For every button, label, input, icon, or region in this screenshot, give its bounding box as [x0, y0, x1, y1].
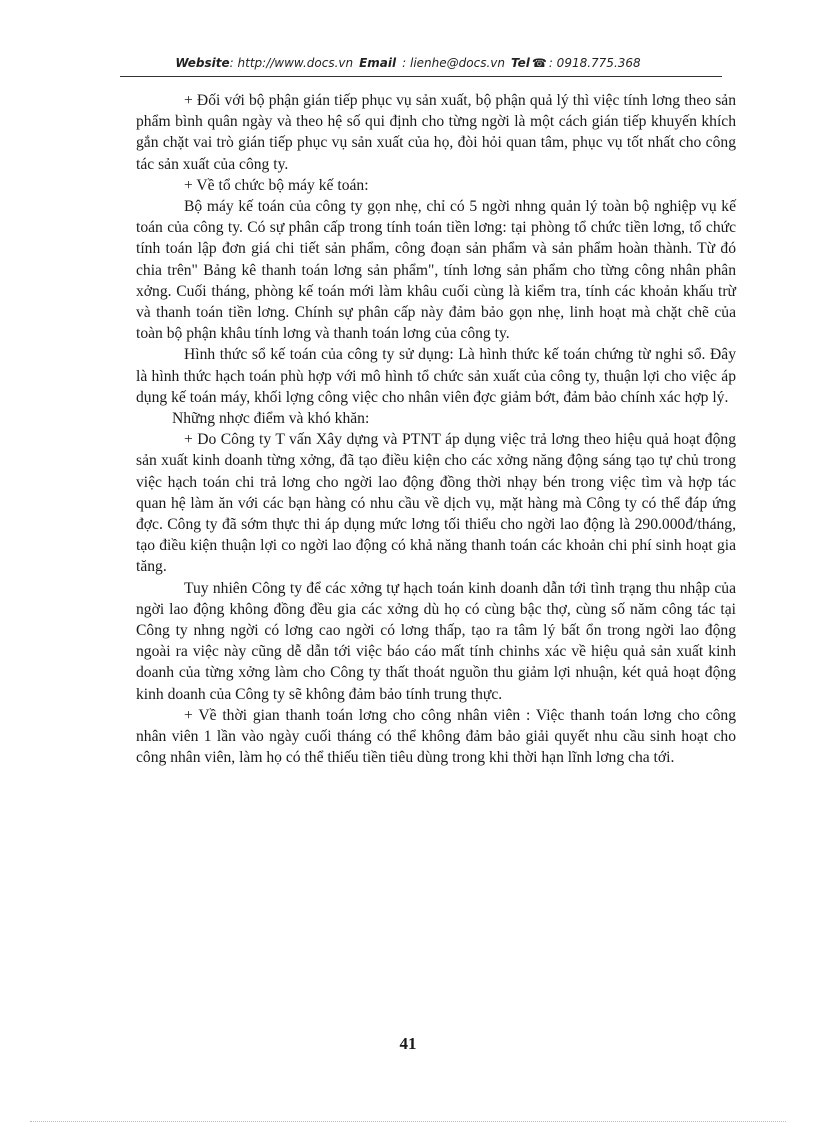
paragraph: Bộ máy kế toán của công ty gọn nhẹ, chỉ có 5 ngời nhng quản lý toàn bộ nghiệp vụ kế toán của công ty. Có sự phân cấp trong tính toán tiền lơng: tại phòng tổ chức tiền lơng, tổ chức tính toán lập đơn giá chi tiết sản phẩm, công đoạn sản phẩm và sản phẩm hoàn thành. Từ đó chia trên" Bảng kê thanh toán lơng sản phẩm", tính lơng sản phẩm cho từng công nhân phân xởng. Cuối tháng, phòng kế toán mới làm khâu cuối cùng là kiểm tra, tính các khoản khấu trừ và thanh toán tiền lơng. Chính sự phân cấp này đảm bảo gọn nhẹ, linh hoạt mà chặt chẽ của toàn bộ phận khâu tính lơng và thanh toán lơng của công ty. [136, 198, 736, 343]
paragraph: Hình thức sổ kế toán của công ty sử dụng: Là hình thức kế toán chứng từ nghi sổ. Đây là hình thức hạch toán phù hợp với mô hình tổ chức sản xuất của công ty, thuận lợi cho việc áp dụng kế toán máy, khối lợng công việc cho nhân viên đợc giảm bớt, đảm bảo chính xác hợp lý. [136, 346, 736, 406]
tel-value: : 0918.775.368 [548, 56, 641, 70]
paragraph: + Về tổ chức bộ máy kế toán: [184, 176, 369, 194]
phone-icon: ☎ [531, 56, 547, 70]
page-header [0, 56, 816, 70]
website-value: : http://www.docs.vn [229, 56, 354, 70]
paragraph: Tuy nhiên Công ty để các xởng tự hạch toán kinh doanh dẫn tới tình trạng thu nhập của ngời lao động không đồng đều gia các xởng dù họ có cùng bậc thợ, cùng số năm công tác tại Công ty nhng ngời có lơng cao ngời có lơng thấp, tạo ra tâm lý bất ổn trong ngời lao động ngoài ra việc này cũng dễ dẫn tới việc báo cáo mất tính chinhs xác về hiệu quả sản xuất kinh doanh của từng xởng làm cho Công ty thất thoát nguồn thu giảm lợi nhuận, két quả hoạt động kinh doanh của Công ty sẽ không đảm bảo tính trung thực. [136, 579, 736, 703]
paragraph: Những nhợc điểm và khó khăn: [172, 410, 370, 428]
bottom-divider [30, 1121, 786, 1122]
paragraph: + Đối với bộ phận gián tiếp phục vụ sản xuất, bộ phận quả lý thì việc tính lơng theo sản phẩm bình quân ngày và theo hệ số qui định cho từng ngời là một cách gián tiếp khuyến khích gắn chặt vai trò gián tiếp phục vụ sản xuất của họ, đòi hỏi quan tâm, phục vụ tốt nhất cho công tác sản xuất của công ty. [136, 92, 736, 173]
page-number: 41 [399, 1034, 417, 1053]
email-value: : lienhe@docs.vn [402, 56, 505, 70]
website-label: Website [175, 56, 230, 70]
paragraph: + Về thời gian thanh toán lơng cho công nhân viên : Việc thanh toán lơng cho công nhân viên 1 lần vào ngày cuối tháng có thể không đảm bảo giải quyết nhu cầu sinh hoạt cho công nhân viên, làm họ có thể thiếu tiền tiêu dùng trong khi thời hạn lĩnh lơng cha tới. [136, 706, 736, 767]
tel-label: Tel [510, 56, 530, 70]
email-label: Email [359, 56, 397, 70]
header-rule [120, 76, 722, 77]
document-body [136, 90, 736, 769]
paragraph: + Do Công ty T vấn Xây dựng và PTNT áp dụng việc trả lơng theo hiệu quả hoạt động sản xuất kinh doanh từng xởng, đã tạo điều kiện cho các xởng năng động sáng tạo tự chủ trong việc hạch toán chi trả lơng cho ngời lao động đồng thời nhạy bén trong việc tìm và hợp tác quan hệ làm ăn với các bạn hàng có nhu cầu về dịch vụ, mặt hàng mà Công ty có thể đáp ứng đợc. Công ty đã sớm thực thi áp dụng mức lơng tối thiểu cho ngời lao động là 290.000đ/tháng, tạo điều kiện thuận lợi co ngời lao động có khả năng thanh toán các khoản chi phí sinh hoạt gia tăng. [136, 431, 736, 576]
